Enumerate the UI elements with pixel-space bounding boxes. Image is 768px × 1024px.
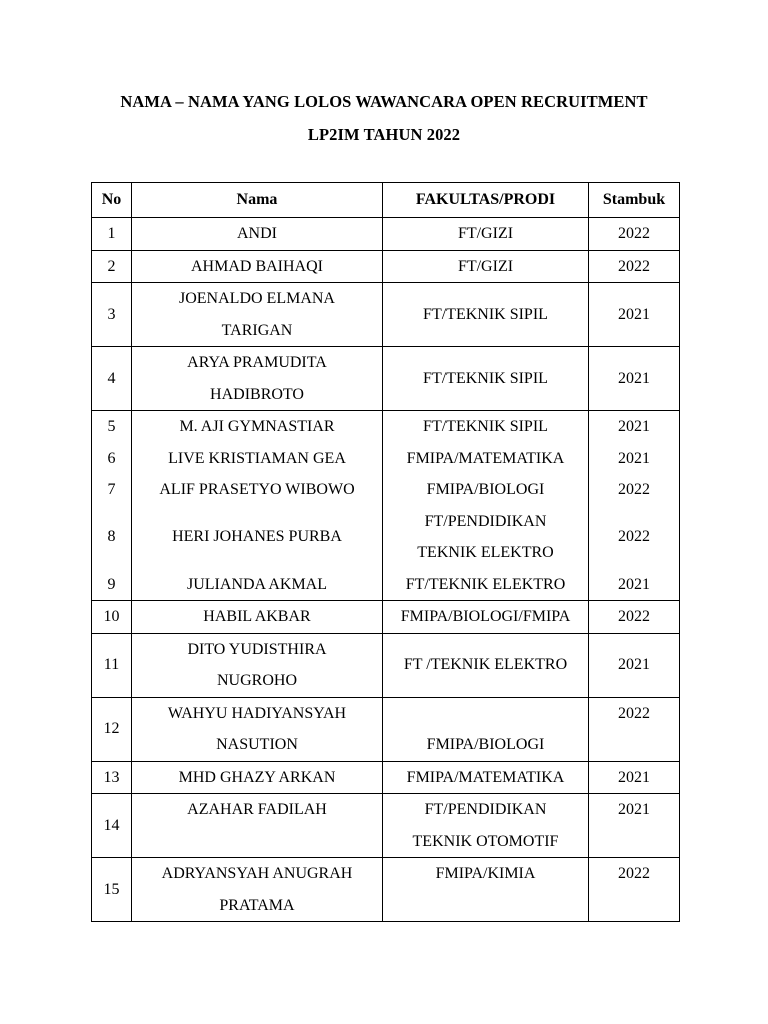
cell-fakultas: FT/TEKNIK SIPIL <box>383 283 589 347</box>
cell-fakultas-line: TEKNIK OTOMOTIF <box>412 832 559 850</box>
cell-stambuk: 2021 <box>589 569 680 601</box>
cell-nama-line: HADIBROTO <box>210 385 304 403</box>
cell-no: 4 <box>92 347 132 411</box>
cell-fakultas <box>383 794 589 858</box>
cell-fakultas: FT/TEKNIK SIPIL <box>383 347 589 411</box>
table-row <box>92 794 680 858</box>
cell-nama: HABIL AKBAR <box>132 601 383 634</box>
cell-nama <box>132 633 383 697</box>
table-row <box>92 633 680 697</box>
cell-stambuk: 2022 <box>589 506 680 569</box>
cell-fakultas: FMIPA/BIOLOGI <box>383 474 589 506</box>
cell-nama: LIVE KRISTIAMAN GEA <box>132 443 383 475</box>
cell-no: 13 <box>92 761 132 794</box>
cell-nama: JULIANDA AKMAL <box>132 569 383 601</box>
cell-nama <box>132 697 383 761</box>
document-title-line-2: LP2IM TAHUN 2022 <box>307 125 461 144</box>
cell-stambuk: 2021 <box>589 283 680 347</box>
cell-nama: ALIF PRASETYO WIBOWO <box>132 474 383 506</box>
cell-fakultas: FMIPA/BIOLOGI/FMIPA <box>383 601 589 634</box>
cell-nama-line: ADRYANSYAH ANUGRAH <box>161 865 353 882</box>
table-row <box>92 761 680 794</box>
cell-no: 7 <box>92 474 132 506</box>
cell-no: 6 <box>92 443 132 475</box>
header-fakultas-prodi: FAKULTAS/PRODI <box>383 183 589 218</box>
cell-nama-line: DITO YUDISTHIRA <box>187 640 327 658</box>
cell-nama-line: NASUTION <box>216 736 298 753</box>
cell-fakultas-line: FT/PENDIDIKAN <box>424 512 547 530</box>
cell-nama-line: ARYA PRAMUDITA <box>187 354 327 371</box>
cell-fakultas: FMIPA/KIMIA <box>383 858 589 922</box>
cell-nama-line: TARIGAN <box>221 321 293 339</box>
cell-nama <box>132 283 383 347</box>
table-row <box>92 250 680 283</box>
cell-fakultas: FMIPA/BIOLOGI <box>383 697 589 761</box>
cell-fakultas: FT/TEKNIK ELEKTRO <box>383 569 589 601</box>
cell-no: 5 <box>92 411 132 443</box>
cell-nama: AZAHAR FADILAH <box>132 794 383 858</box>
cell-nama-line: WAHYU HADIYANSYAH <box>167 704 347 722</box>
cell-fakultas: FMIPA/MATEMATIKA <box>383 761 589 794</box>
document-title-line-1: NAMA – NAMA YANG LOLOS WAWANCARA OPEN RECRUITMENT <box>120 92 648 111</box>
cell-nama: ANDI <box>132 218 383 251</box>
recruitment-table <box>91 182 680 922</box>
cell-nama: MHD GHAZY ARKAN <box>132 761 383 794</box>
cell-no: 11 <box>92 633 132 697</box>
cell-fakultas-line: TEKNIK ELEKTRO <box>417 544 554 561</box>
table-row <box>92 218 680 251</box>
cell-stambuk: 2022 <box>589 697 680 761</box>
cell-stambuk: 2021 <box>589 633 680 697</box>
header-no: No <box>92 183 132 218</box>
cell-fakultas: FT /TEKNIK ELEKTRO <box>383 633 589 697</box>
table-header-row <box>92 183 680 218</box>
cell-stambuk: 2021 <box>589 443 680 475</box>
cell-nama: AHMAD BAIHAQI <box>132 250 383 283</box>
header-nama: Nama <box>132 183 383 218</box>
table-row <box>92 858 680 922</box>
cell-fakultas: FT/GIZI <box>383 218 589 251</box>
table-row <box>92 569 680 601</box>
cell-stambuk: 2021 <box>589 411 680 443</box>
cell-nama-line: PRATAMA <box>219 896 295 914</box>
cell-nama: M. AJI GYMNASTIAR <box>132 411 383 443</box>
cell-no: 9 <box>92 569 132 601</box>
cell-nama <box>132 347 383 411</box>
table-row <box>92 347 680 411</box>
cell-nama-line: JOENALDO ELMANA <box>179 290 335 307</box>
cell-fakultas: FT/GIZI <box>383 250 589 283</box>
cell-no: 2 <box>92 250 132 283</box>
cell-no: 8 <box>92 506 132 569</box>
table-row <box>92 601 680 634</box>
table-row <box>92 283 680 347</box>
table-row <box>92 506 680 569</box>
table-row <box>92 411 680 443</box>
cell-no: 12 <box>92 697 132 761</box>
cell-stambuk: 2022 <box>589 474 680 506</box>
cell-stambuk: 2022 <box>589 250 680 283</box>
table-row <box>92 474 680 506</box>
table-row <box>92 443 680 475</box>
cell-stambuk: 2021 <box>589 794 680 858</box>
cell-fakultas: FMIPA/MATEMATIKA <box>383 443 589 475</box>
cell-fakultas: FT/TEKNIK SIPIL <box>383 411 589 443</box>
cell-nama-line: NUGROHO <box>217 672 297 689</box>
cell-no: 3 <box>92 283 132 347</box>
cell-no: 1 <box>92 218 132 251</box>
cell-no: 10 <box>92 601 132 634</box>
cell-fakultas <box>383 506 589 569</box>
cell-stambuk: 2022 <box>589 858 680 922</box>
cell-no: 15 <box>92 858 132 922</box>
cell-fakultas-line: FT/PENDIDIKAN <box>424 801 547 818</box>
header-stambuk: Stambuk <box>589 183 680 218</box>
cell-stambuk: 2021 <box>589 347 680 411</box>
cell-nama: HERI JOHANES PURBA <box>132 506 383 569</box>
table-row <box>92 697 680 761</box>
cell-stambuk: 2022 <box>589 601 680 634</box>
cell-stambuk: 2022 <box>589 218 680 251</box>
cell-nama <box>132 858 383 922</box>
cell-no: 14 <box>92 794 132 858</box>
cell-stambuk: 2021 <box>589 761 680 794</box>
